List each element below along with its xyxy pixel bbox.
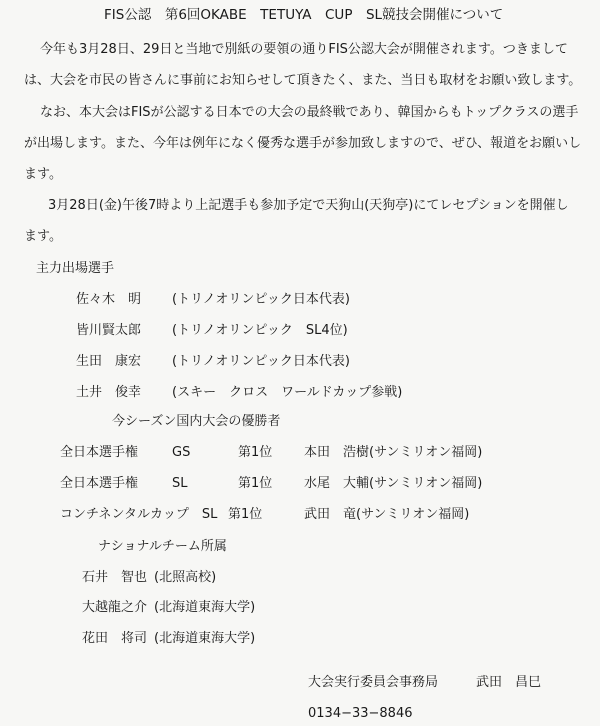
winner-name: 水尾 大輔(サンミリオン福岡) <box>304 476 483 491</box>
paragraph-line-6: 3月28日(金)午後7時より上記選手も参加予定で天狗山(天狗亭)にてレセプションを開催し <box>48 198 569 213</box>
winner-event: 全日本選手権 <box>60 476 139 491</box>
winner-rank: 第1位 <box>238 476 273 491</box>
winner-name: 本田 浩樹(サンミリオン福岡) <box>304 445 483 460</box>
organizer-person: 武田 昌巳 <box>476 675 542 690</box>
paragraph-line-3: なお、本大会はFISが公認する日本での大会の最終戦であり、韓国からもトップクラスの選手 <box>40 105 579 120</box>
winner-rank: 第1位 <box>228 507 263 522</box>
main-players-heading: 主力出場選手 <box>36 261 115 276</box>
paragraph-line-4: が出場します。また、今年は例年になく優秀な選手が参加致しますので、ぜひ、報道をお願いし <box>24 136 582 151</box>
player-note: (トリノオリンピック日本代表) <box>172 354 350 369</box>
national-member-note: (北海道東海大学) <box>154 600 256 615</box>
player-name: 土井 俊幸 <box>76 385 142 400</box>
winners-heading: 今シーズン国内大会の優勝者 <box>112 414 281 429</box>
player-note: (トリノオリンピック日本代表) <box>172 292 350 307</box>
paragraph-line-7: ます。 <box>24 229 62 244</box>
winner-event: 全日本選手権 <box>60 445 139 460</box>
winner-event: コンチネンタルカップ SL <box>60 507 218 522</box>
national-member-name: 石井 智也 <box>82 570 148 585</box>
national-team-heading: ナショナルチーム所属 <box>98 539 227 554</box>
organizer-office: 大会実行委員会事務局 <box>308 675 439 690</box>
winner-rank: 第1位 <box>238 445 273 460</box>
paragraph-line-2: は、大会を市民の皆さんに事前にお知らせして頂きたく、また、当日も取材をお願い致します。 <box>24 73 582 88</box>
document-title: FIS公認 第6回OKABE TETUYA CUP SL競技会開催について <box>104 7 504 23</box>
player-note: (スキー クロス ワールドカップ参戦) <box>172 385 403 400</box>
winner-name: 武田 竜(サンミリオン福岡) <box>304 507 470 522</box>
player-note: (トリノオリンピック SL4位) <box>172 323 348 338</box>
player-name: 皆川賢太郎 <box>76 323 142 338</box>
player-name: 生田 康宏 <box>76 354 142 369</box>
winner-discipline: SL <box>172 476 188 491</box>
national-member-note: (北海道東海大学) <box>154 631 256 646</box>
winner-discipline: GS <box>172 445 191 460</box>
paragraph-line-1: 今年も3月28日、29日と当地で別紙の要領の通りFIS公認大会が開催されます。つきまして <box>40 42 568 57</box>
national-member-name: 花田 将司 <box>82 631 148 646</box>
organizer-phone: 0134−33−8846 <box>308 706 413 721</box>
national-member-note: (北照高校) <box>154 570 217 585</box>
paragraph-line-5: ます。 <box>24 167 62 182</box>
player-name: 佐々木 明 <box>76 292 142 307</box>
national-member-name: 大越龍之介 <box>82 600 148 615</box>
